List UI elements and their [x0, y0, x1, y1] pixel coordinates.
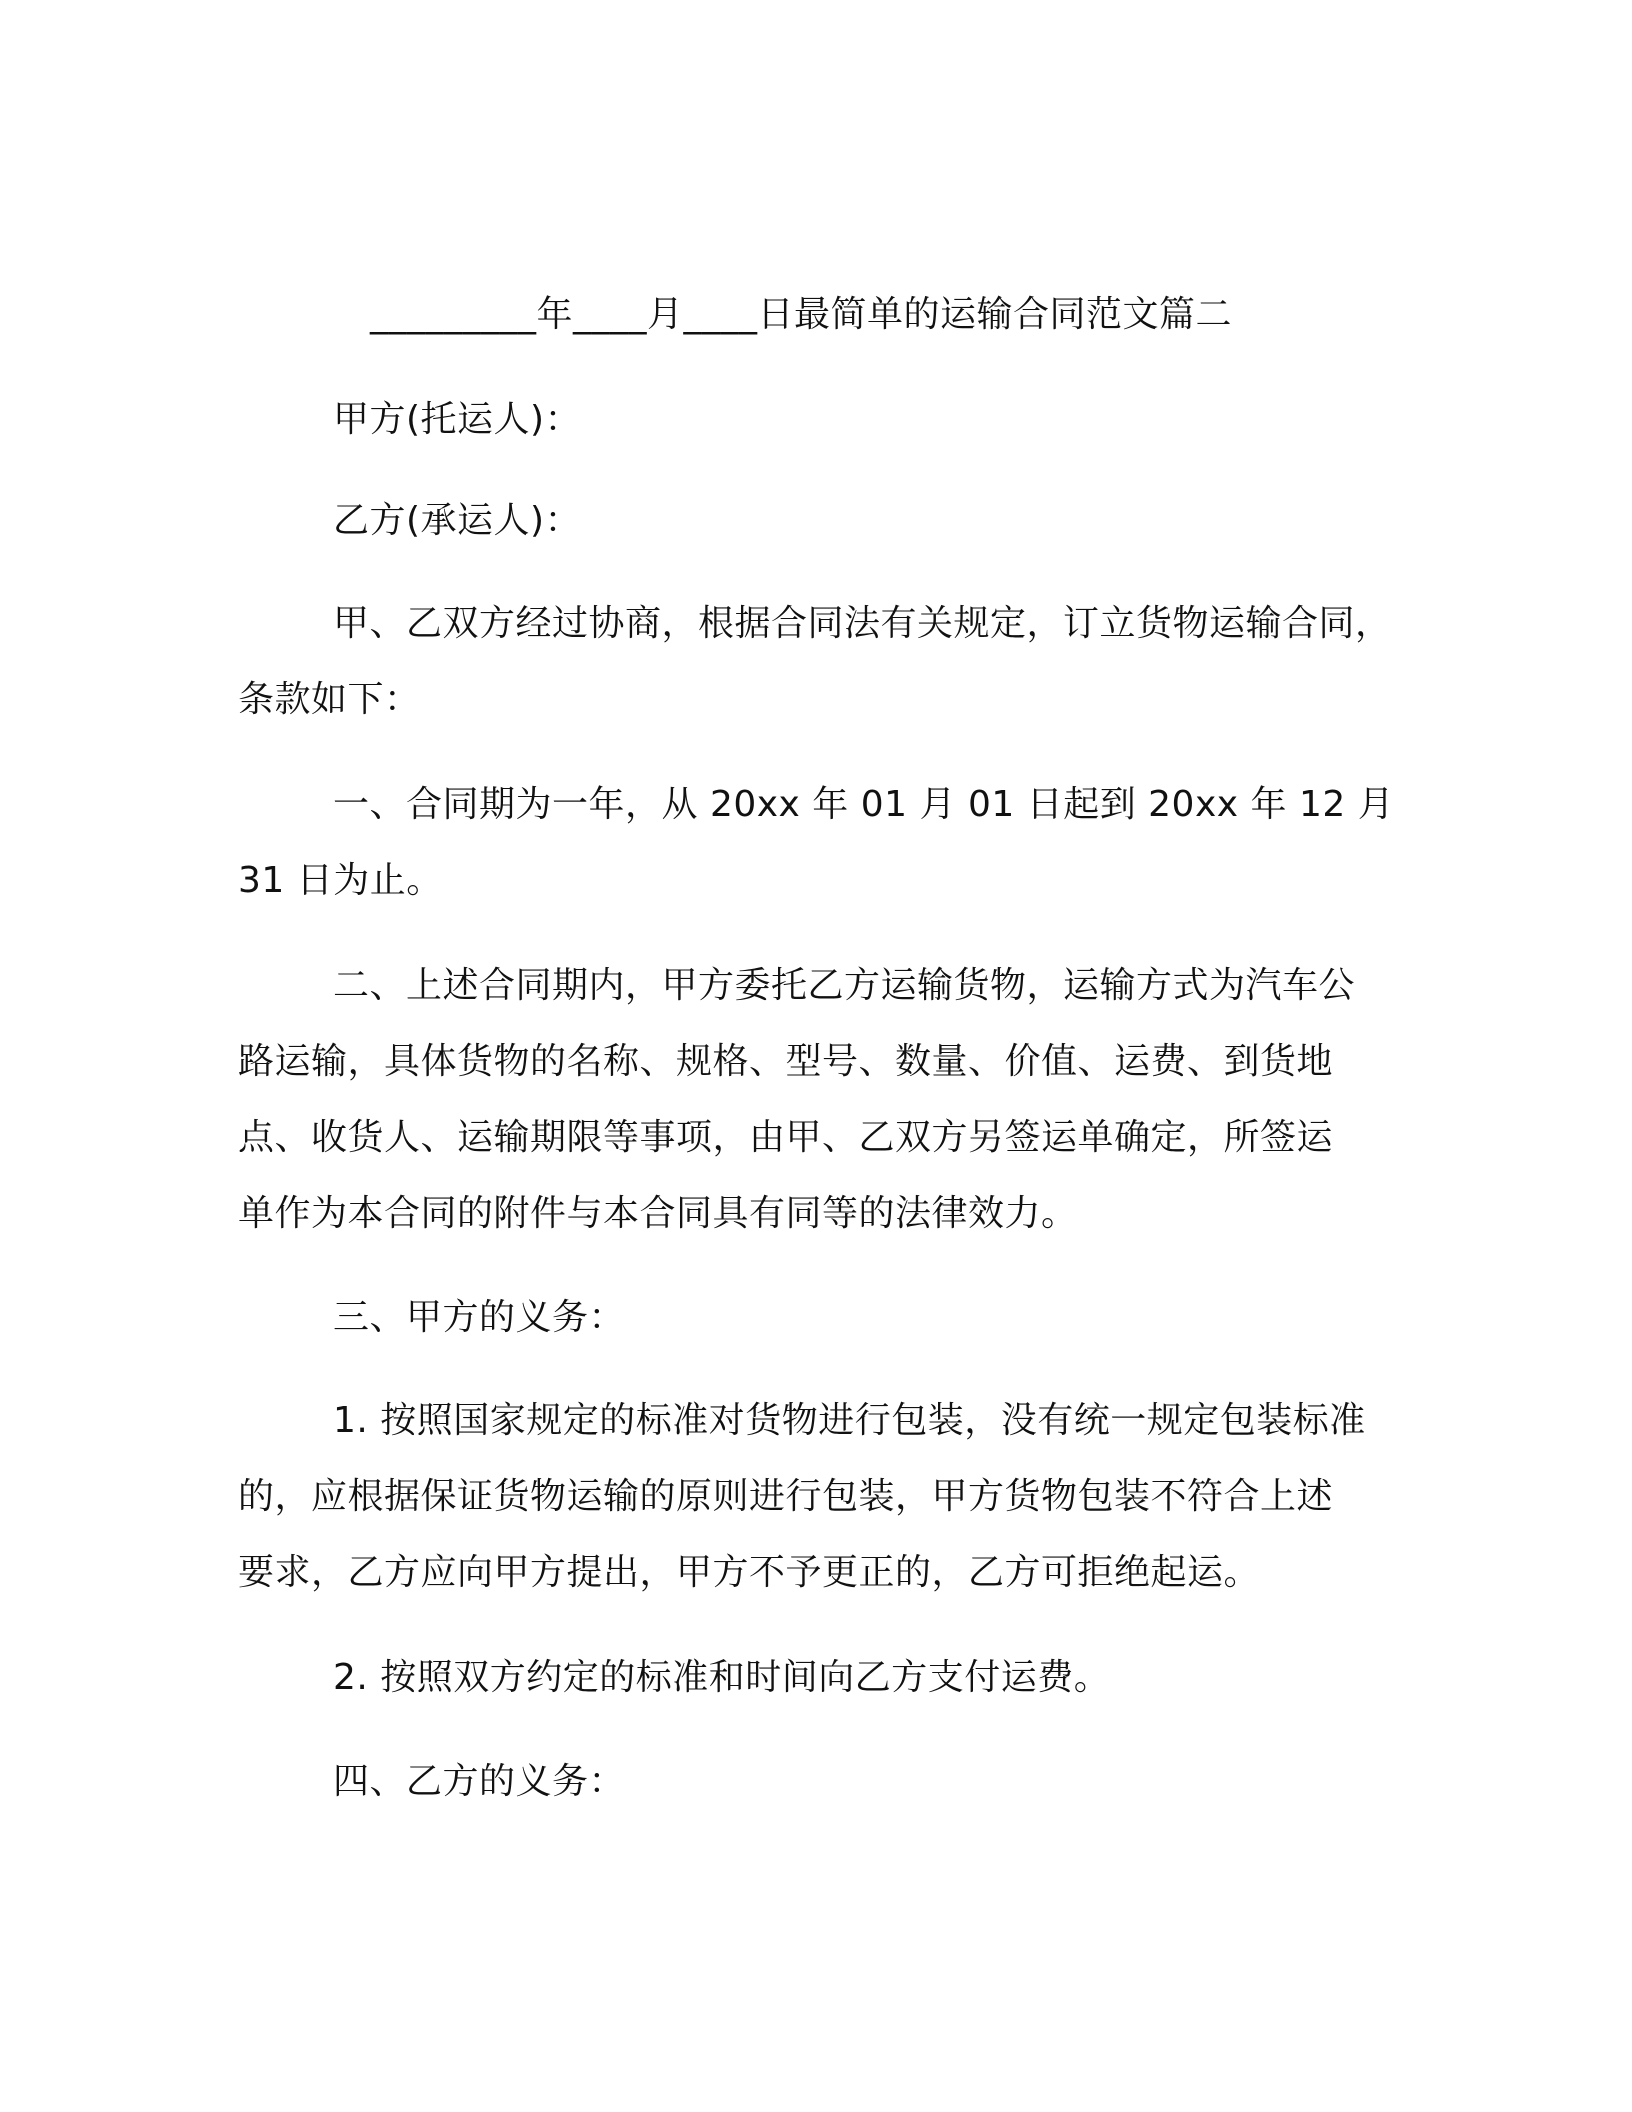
clause-2-line-4: 单作为本合同的附件与本合同具有同等的法律效力。 — [238, 1193, 1078, 1234]
clause-1-line-1: 一、合同期为一年，从 20xx 年 01 月 01 日起到 20xx 年 12 月 — [333, 784, 1395, 825]
intro-line-1: 甲、乙双方经过协商，根据合同法有关规定，订立货物运输合同， — [333, 603, 1392, 644]
clause-3-item-1-line-3: 要求，乙方应向甲方提出，甲方不予更正的，乙方可拒绝起运。 — [238, 1552, 1261, 1593]
clause-4-heading: 四、乙方的义务： — [333, 1761, 626, 1802]
party-a-label: 甲方(托运人)： — [333, 399, 582, 440]
party-b-label: 乙方(承运人)： — [333, 500, 582, 541]
clause-2-line-1: 二、上述合同期内，甲方委托乙方运输货物，运输方式为汽车公 — [333, 965, 1356, 1006]
document-title: _________年____月____日最简单的运输合同范文篇二 — [370, 294, 1233, 335]
clause-3-item-1-line-2: 的，应根据保证货物运输的原则进行包装，甲方货物包装不符合上述 — [238, 1476, 1334, 1517]
clause-3-item-1-line-1: 1. 按照国家规定的标准对货物进行包装，没有统一规定包装标准 — [333, 1400, 1366, 1441]
clause-1-line-2: 31 日为止。 — [238, 860, 443, 901]
clause-2-line-2: 路运输，具体货物的名称、规格、型号、数量、价值、运费、到货地 — [238, 1041, 1334, 1082]
clause-3-heading: 三、甲方的义务： — [333, 1297, 626, 1338]
clause-2-line-3: 点、收货人、运输期限等事项，由甲、乙双方另签运单确定，所签运 — [238, 1117, 1334, 1158]
clause-3-item-2: 2. 按照双方约定的标准和时间向乙方支付运费。 — [333, 1657, 1111, 1698]
intro-line-2: 条款如下： — [238, 679, 421, 720]
